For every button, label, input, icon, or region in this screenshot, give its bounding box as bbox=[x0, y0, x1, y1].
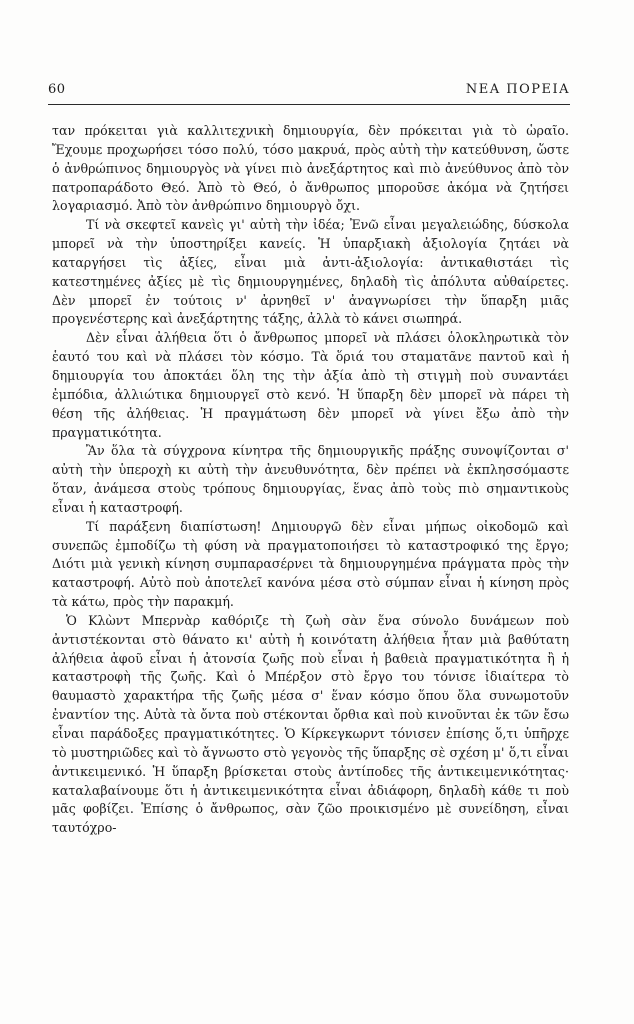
paragraph: Ὁ Κλὼντ Μπερνὰρ καθόριζε τὴ ζωὴ σὰν ἕνα σύνολο δυνάμεων ποὺ ἀντιστέκονται στὸ θάνατο κι' αὐτὴ ἡ κοινότατη ἀλήθεια ἦταν μιὰ βαθύτατη ἀλήθεια ἀφοῦ εἶναι ἡ ἀτονσία ζωῆς ποὺ εἶναι ἡ βαθειὰ πραγματικότητα ἢ ἡ καταστροφὴ τῆς ζωῆς. Καὶ ὁ Μπέρξον στὸ ἔργο του τόνισε ἰδιαίτερα τὸ θαυμαστὸ χαρακτήρα τῆς ζωῆς μέσα σ' ἕναν κόσμο ὅπου ὅλα συνωμοτοῦν ἐναντίον της. Αὐτὰ τὰ ὄντα ποὺ στέκονται ὄρθια καὶ ποὺ κινοῦνται ἐκ τῶν ἔσω εἶναι παράδοξες πραγματικότητες. Ὁ Κίρκεγκωρντ τόνισεν ἐπίσης ὅ,τι ὑπῆρχε τὸ μυστηριῶδες καὶ τὸ ἄγνωστο στὸ γεγονὸς τῆς ὕπαρξης σὲ σχέση μ' ὅ,τι εἶναι ἀντικειμενικό. Ἡ ὕπαρξη βρίσκεται στοὺς ἀντίποδες τῆς ἀντικειμενικότητας· καταλαβαίνουμε ὅτι ἡ ἀντικειμενικότητα εἶναι ἀδιάφορη, δηλαδὴ κάθε τι ποὺ μᾶς φοβίζει. Ἐπίσης ὁ ἄνθρωπος, σὰν ζῶο προικισμένο μὲ συνείδηση, εἶναι ταυτόχρο- bbox=[52, 612, 569, 836]
paragraph: ταν πρόκειται γιὰ καλλιτεχνικὴ δημιουργία, δὲν πρόκειται γιὰ τὸ ὡραῖο. Ἔχουμε προχωρήσει τόσο πολύ, τόσο μακρυά, πρὸς αὐτὴ τὴν κατεύθυνση, ὥστε ὁ ἀνθρώπινος δημιουργὸς νὰ γίνει πιὸ ἀνεξάρτητος καὶ πιὸ ἀνεύθυνος ἀπὸ τὸν πατροπαράδοτο Θεό. Ἀπὸ τὸ Θεό, ὁ ἄνθρωπος μποροῦσε ἀκόμα νὰ ζητήσει λογαριασμό. Ἀπὸ τὸν ἀνθρώπινο δημιουργὸ ὄχι. bbox=[52, 123, 569, 214]
page-header bbox=[48, 82, 570, 102]
paragraph: Τί παράξενη διαπίστωση! Δημιουργῶ δὲν εἶναι μήπως οἰκοδομῶ καὶ συνεπῶς ἐμποδίζω τὴ φύση νὰ πραγματοποιήσει τὸ καταστροφικό της ἔργο; Διότι μιὰ γενικὴ κίνηση συμπαρασέρνει τὰ δημιουργημένα πράγματα πρὸς τὴν καταστροφή. Αὐτὸ ποὺ ἀποτελεῖ κανόνα μέσα στὸ σύμπαν εἶναι ἡ κίνηση πρὸς τὰ κάτω, πρὸς τὴν παρακμή. bbox=[52, 518, 569, 610]
paragraph: Δὲν εἶναι ἀλήθεια ὅτι ὁ ἄνθρωπος μπορεῖ νὰ πλάσει ὁλοκληρωτικὰ τὸν ἑαυτό του καὶ νὰ πλάσει τὸν κόσμο. Τὰ ὅριά του σταματᾶνε παντοῦ καὶ ἡ δημιουργία του ἀποκτάει ὅλη της τὴν ἀξία ἀπὸ τὴ στιγμὴ ποὺ συναντάει ἐμπόδια, ἀλλιώτικα δημιουργεῖ στὸ κενό. Ἡ ὕπαρξη δὲν μπορεῖ νὰ πάρει τὴ θέση τῆς ἀλήθειας. Ἡ πραγμάτωση δὲν μπορεῖ νὰ γίνει ἔξω ἀπὸ τὴν πραγματικότητα. bbox=[52, 330, 569, 440]
page-number: 60 bbox=[48, 82, 66, 97]
paragraph: Ἂν ὅλα τὰ σύγχρονα κίνητρα τῆς δημιουργικῆς πράξης συνοψίζονται σ' αὐτὴ τὴν ὑπεροχὴ κι αὐτὴ τὴν ἀνευθυνότητα, δὲν πρέπει νὰ ἐκπλησσόμαστε ὅταν, ἀνάμεσα στοὺς τρόπους δημιουργίας, ἕνας ἀπὸ τοὺς πιὸ σημαντικοὺς εἶναι ἡ καταστροφή. bbox=[52, 443, 569, 515]
header-rule bbox=[48, 104, 570, 105]
running-title: ΝΕΑ ΠΟΡΕΙΑ bbox=[465, 82, 570, 97]
paragraph: Τί νὰ σκεφτεῖ κανεὶς γι' αὐτὴ τὴν ἰδέα; Ἐνῶ εἶναι μεγαλειώδης, δύσκολα μπορεῖ νὰ τὴν ὑποστηρίξει κανείς. Ἡ ὑπαρξιακὴ ἀξιολογία ζητάει νὰ καταργήσει τὶς ἀξίες, εἶναι μιὰ ἀντι-ἀξιολογία: ἀντικαθιστάει τὶς κατεστημένες ἀξίες μὲ τὶς δημιουργημένες, δηλαδὴ τὶς ἀπόλυτα αὐθαίρετες. Δὲν μπορεῖ ἐν τούτοις ν' ἀρνηθεῖ ν' ἀναγνωρίσει τὴν ὕπαρξη μιᾶς προγενέστερης καὶ ἀνεξάρτητης τάξης, ἀλλὰ τὸ κάνει σιωπηρά. bbox=[52, 217, 569, 327]
body-text bbox=[52, 122, 569, 838]
